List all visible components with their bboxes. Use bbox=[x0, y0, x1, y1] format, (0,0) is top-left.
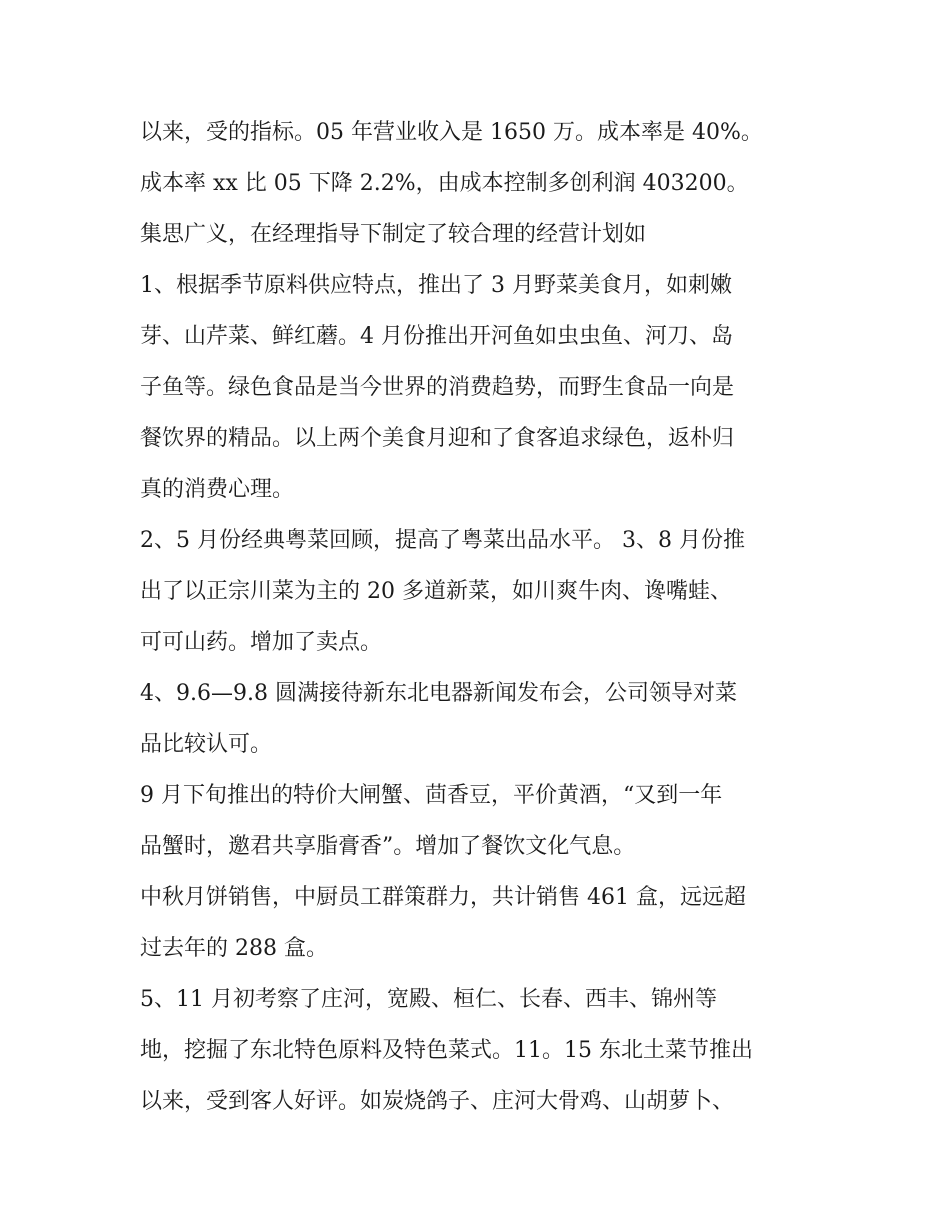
text-line: 可可山药。增加了卖点。 bbox=[140, 630, 383, 655]
text-line: 9 月下旬推出的特价大闸蟹、茴香豆，平价黄酒，“又到一年 bbox=[140, 783, 723, 808]
document-body bbox=[140, 107, 830, 1127]
text-line: 子鱼等。绿色食品是当今世界的消费趋势，而野生食品一向是 bbox=[140, 375, 735, 400]
text-line: 1、根据季节原料供应特点，推出了 3 月野菜美食月，如刺嫩 bbox=[140, 273, 732, 298]
text-line: 集思广义，在经理指导下制定了较合理的经营计划如 bbox=[140, 222, 647, 247]
text-line: 中秋月饼销售，中厨员工群策群力，共计销售 461 盒，远远超 bbox=[140, 885, 746, 910]
text-line: 品蟹时，邀君共享脂膏香”。增加了餐饮文化气息。 bbox=[140, 834, 636, 859]
text-line: 以来，受到客人好评。如炭烧鸽子、庄河大骨鸡、山胡萝卜、 bbox=[140, 1089, 735, 1114]
text-line: 成本率 xx 比 05 下降 2.2%，由成本控制多创利润 403200。 bbox=[140, 171, 749, 196]
text-line: 芽、山芹菜、鲜红蘑。4 月份推出开河鱼如虫虫鱼、河刀、岛 bbox=[140, 324, 733, 349]
text-line: 5、11 月初考察了庄河，宽殿、桓仁、长春、西丰、锦州等 bbox=[140, 987, 717, 1012]
text-line: 以来，受的指标。05 年营业收入是 1650 万。成本率是 40%。 bbox=[140, 120, 763, 145]
text-line: 餐饮界的精品。以上两个美食月迎和了食客追求绿色，返朴归 bbox=[140, 426, 735, 451]
text-line: 出了以正宗川菜为主的 20 多道新菜，如川爽牛肉、谗嘴蛙、 bbox=[140, 579, 732, 604]
text-line: 地，挖掘了东北特色原料及特色菜式。11。15 东北土菜节推出 bbox=[140, 1038, 753, 1063]
text-line: 4、9.6—9.8 圆满接待新东北电器新闻发布会，公司领导对菜 bbox=[140, 681, 737, 706]
text-line: 过去年的 288 盒。 bbox=[140, 936, 328, 961]
text-line: 2、5 月份经典粤菜回顾，提高了粤菜出品水平。 3、8 月份推 bbox=[140, 528, 745, 553]
text-line: 品比较认可。 bbox=[140, 732, 273, 757]
text-line: 真的消费心理。 bbox=[140, 477, 295, 502]
